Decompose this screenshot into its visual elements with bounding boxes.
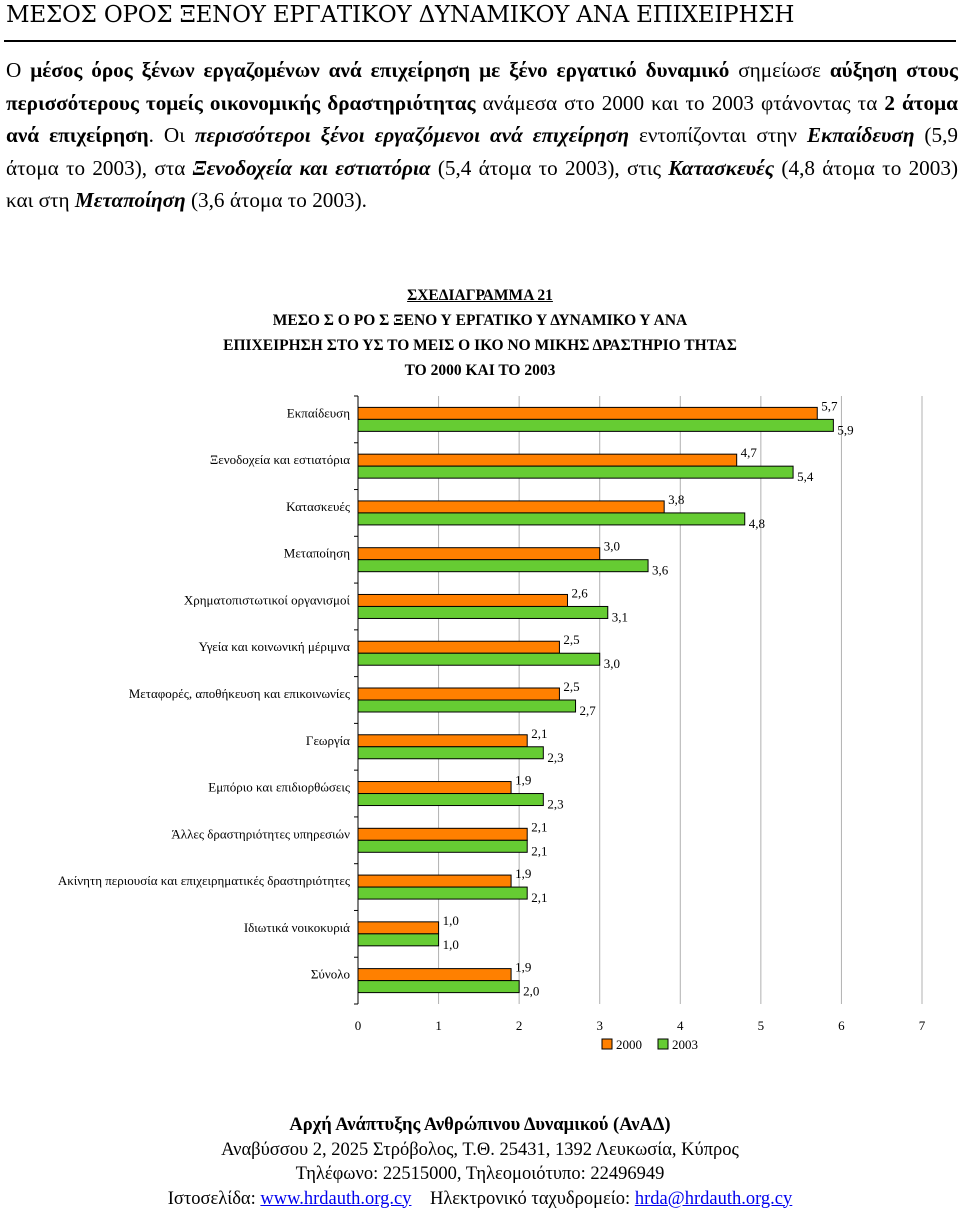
category-label: Χρηματοπιστωτικοί οργανισμοί (183, 592, 350, 608)
x-tick-label: 4 (677, 1018, 684, 1033)
data-label: 2,5 (563, 679, 580, 694)
data-label: 5,4 (797, 469, 814, 485)
intro-emphasis: Μεταποίηση (74, 188, 186, 212)
data-label: 5,7 (821, 398, 838, 414)
category-label: Γεωργία (305, 732, 350, 748)
intro-text: εντοπίζονται στην (628, 123, 807, 147)
chart-title-line: ΜΕΣΟ Σ Ο ΡΟ Σ ΞΕΝΟ Υ ΕΡΓΑΤΙΚΟ Υ ΔΥΝΑΜΙΚΟ Υ ΑΝΑ (272, 312, 688, 329)
data-label: 2,0 (523, 983, 540, 999)
data-label: 3,0 (603, 656, 620, 672)
bar-2003 (358, 700, 576, 712)
intro-text: σημείωσε (729, 58, 830, 82)
intro-emphasis: Εκπαίδευση (806, 123, 915, 147)
bar-2000 (358, 875, 511, 887)
bar-2003 (358, 934, 439, 946)
intro-text: (5,9 άτομα το 2003), στα (6, 123, 958, 180)
data-label: 2,3 (547, 796, 564, 812)
category-label: Εμπόριο και επιδιορθώσεις (208, 779, 350, 795)
data-label: 2,1 (531, 843, 548, 859)
intro-text: (3,6 άτομα το 2003). (185, 188, 367, 212)
chart-title-line: ΤΟ 2000 ΚΑΙ ΤΟ 2003 (404, 362, 556, 379)
data-label: 2,1 (531, 819, 548, 835)
legend-swatch-2003 (658, 1039, 668, 1049)
x-tick-label: 2 (515, 1018, 523, 1033)
intro-text: Ο (6, 58, 31, 82)
legend-label: 2003 (672, 1037, 698, 1052)
legend-label: 2000 (616, 1037, 642, 1052)
intro-text: (4,8 άτομα το 2003) και στη (6, 155, 958, 212)
intro-emphasis: μέσος όρος ξένων εργαζομένων ανά επιχείρηση με ξένο εργατικό δυναμικό (30, 58, 730, 82)
footer-org: Αρχή Ανάπτυξης Ανθρώπινου Δυναμικού (ΑνΑΔ) (289, 1115, 671, 1135)
x-tick-label: 7 (918, 1018, 926, 1033)
data-label: 2,5 (563, 632, 580, 648)
category-label: Μεταφορές, αποθήκευση και επικοινωνίες (128, 686, 350, 701)
bar-2003 (358, 840, 527, 852)
category-label: Υγεία και κοινωνική μέριμνα (198, 639, 350, 655)
category-label: Εκπαίδευση (286, 405, 350, 421)
intro-emphasis: Ξενοδοχεία και εστιατόρια (192, 155, 431, 180)
category-label: Κατασκευές (286, 498, 350, 514)
website-link[interactable]: www.hrdauth.org.cy (260, 1188, 412, 1209)
intro-text: ανάμεσα στο 2000 και το 2003 φτάνοντας τα (475, 90, 885, 115)
email-link[interactable]: hrda@hrdauth.org.cy (634, 1188, 793, 1209)
intro-text: . Οι (148, 123, 195, 147)
intro-emphasis: αύξηση στους περισσότερους τομείς οικονομικής δραστηριότητας (6, 58, 958, 115)
data-label: 2,3 (547, 749, 564, 765)
data-label: 4,8 (748, 515, 765, 531)
x-tick-label: 1 (435, 1018, 442, 1033)
bar-2000 (358, 548, 600, 560)
data-label: 3,6 (652, 562, 669, 578)
bar-2000 (358, 828, 527, 840)
category-label: Άλλες δραστηριότητες υπηρεσιών (171, 826, 350, 842)
data-label: 1,0 (442, 912, 459, 928)
x-tick-label: 6 (838, 1018, 845, 1033)
bar-2000 (358, 594, 567, 606)
category-label: Ιδιωτικά νοικοκυριά (243, 919, 350, 935)
bar-2003 (358, 513, 745, 525)
intro-emphasis: Κατασκευές (668, 155, 775, 180)
data-label: 2,1 (531, 725, 548, 741)
data-label: 3,8 (668, 491, 685, 507)
chart-number: ΣΧΕΔΙΑΓΡΑΜΜΑ 21 (407, 287, 553, 304)
data-label: 2,7 (579, 703, 596, 718)
bar-2000 (358, 969, 511, 981)
website-label: Ιστοσελίδα: (167, 1188, 261, 1209)
footer-phones: Τηλέφωνο: 22515000, Τηλεομοιότυπο: 22496949 (295, 1164, 665, 1184)
category-label: Ξενοδοχεία και εστιατόρια (209, 452, 350, 468)
x-tick-label: 5 (757, 1018, 765, 1033)
email-label: Ηλεκτρονικό ταχυδρομείο: (429, 1188, 635, 1209)
category-label: Σύνολο (310, 966, 350, 982)
intro-emphasis: 2 άτομα ανά επιχείρηση (6, 90, 958, 147)
bar-2000 (358, 688, 559, 700)
page-title: ΜΕΣΟΣ ΟΡΟΣ ΞΕΝΟΥ ΕΡΓΑΤΙΚΟΥ ΔΥΝΑΜΙΚΟΥ ΑΝΑ ΕΠΙΧΕΙΡΗΣΗ (6, 2, 795, 28)
bar-2003 (358, 466, 793, 478)
bar-2000 (358, 641, 559, 653)
x-tick-label: 3 (596, 1018, 603, 1033)
bar-2003 (358, 560, 648, 572)
data-label: 4,7 (740, 445, 757, 461)
x-tick-label: 0 (354, 1018, 362, 1033)
bar-2003 (358, 653, 600, 665)
data-label: 1,9 (515, 866, 532, 882)
data-label: 3,0 (603, 538, 620, 554)
bar-2003 (358, 981, 519, 993)
bar-2000 (358, 454, 737, 466)
footer-contacts (0, 1187, 960, 1212)
data-label: 5,9 (837, 422, 854, 438)
bar-2003 (358, 747, 543, 759)
bar-2003 (358, 887, 527, 899)
data-label: 1,9 (515, 772, 532, 788)
chart-title-line: ΕΠΙΧΕΙΡΗΣΗ ΣΤΟ ΥΣ ΤΟ ΜΕΙΣ Ο ΙΚΟ ΝΟ ΜΙΚΗΣ ΔΡΑΣΤΗΡΙΟ ΤΗΤΑΣ (223, 337, 737, 354)
bar-2000 (358, 735, 527, 747)
data-label: 1,9 (515, 959, 532, 975)
data-label: 2,1 (531, 890, 548, 906)
bar-2000 (358, 407, 817, 419)
bar-2000 (358, 782, 511, 794)
bar-2000 (358, 501, 664, 513)
bar-2003 (358, 606, 608, 618)
bar-2000 (358, 922, 439, 934)
bar-2003 (358, 419, 833, 431)
intro-emphasis: περισσότεροι ξένοι εργαζόμενοι ανά επιχείρηση (194, 123, 629, 147)
footer-address: Αναβύσσου 2, 2025 Στρόβολος, Τ.Θ. 25431, 1392 Λευκωσία, Κύπρος (221, 1139, 739, 1160)
category-label: Μεταποίηση (283, 545, 350, 561)
legend-swatch-2000 (602, 1039, 612, 1049)
footer (0, 1113, 960, 1211)
data-label: 3,1 (611, 609, 629, 625)
intro-text: (5,4 άτομα το 2003), στις (430, 155, 669, 180)
category-label: Ακίνητη περιουσία και επιχειρηματικές δραστηριότητες (57, 873, 350, 889)
bar-2003 (358, 794, 543, 806)
data-label: 1,0 (442, 936, 459, 952)
data-label: 2,6 (571, 585, 588, 601)
